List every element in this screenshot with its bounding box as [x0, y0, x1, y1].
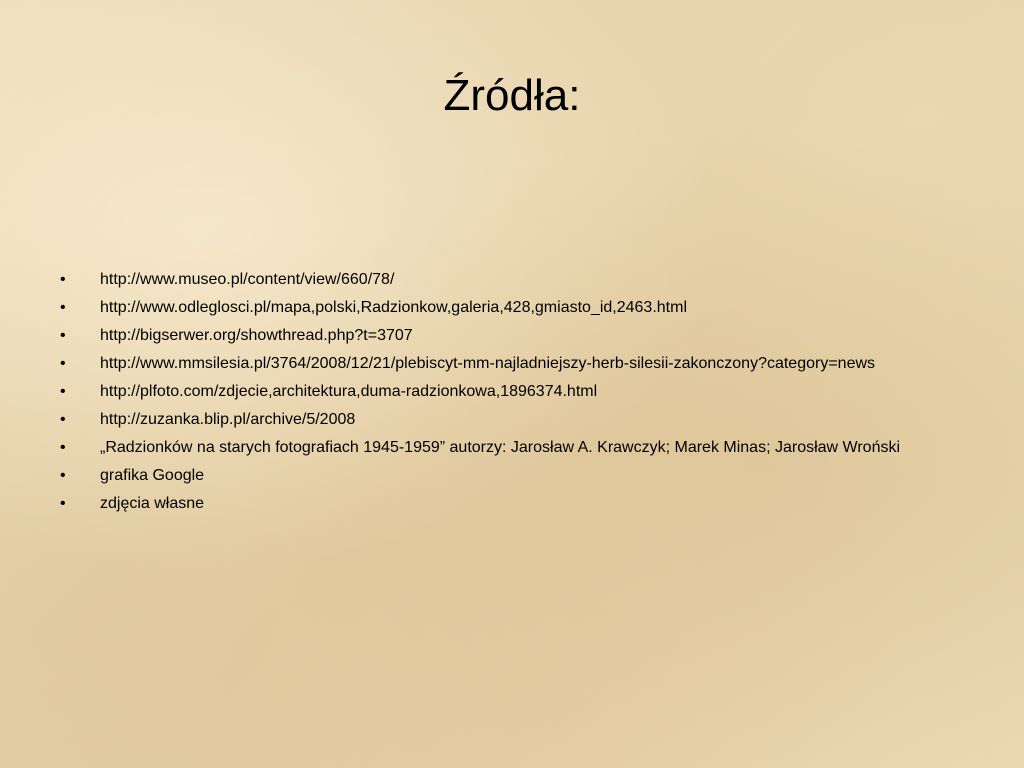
- list-item: [0, 380, 960, 404]
- bullet-icon: •: [60, 411, 66, 428]
- source-text: http://bigserwer.org/showthread.php?t=3707: [100, 327, 413, 344]
- source-text: http://www.mmsilesia.pl/3764/2008/12/21/plebiscyt-mm-najladniejszy-herb-silesii-zakonczony?category=news: [100, 355, 876, 372]
- source-text: „Radzionków na starych fotografiach 1945-1959” autorzy: Jarosław A. Krawczyk; Marek Minas; Jarosław Wroński: [100, 439, 901, 456]
- bullet-icon: •: [60, 299, 66, 316]
- bullet-icon: •: [60, 495, 66, 512]
- source-text: http://www.odleglosci.pl/mapa,polski,Radzionkow,galeria,428,gmiasto_id,2463.html: [100, 299, 687, 316]
- list-item: [0, 268, 960, 292]
- list-item: [0, 408, 960, 432]
- source-text: http://plfoto.com/zdjecie,architektura,duma-radzionkowa,1896374.html: [100, 383, 598, 400]
- bullet-icon: •: [60, 327, 66, 344]
- bullet-icon: •: [60, 271, 66, 288]
- bullet-icon: •: [60, 383, 66, 400]
- bullet-icon: •: [60, 467, 66, 484]
- list-item: [0, 296, 960, 320]
- bullet-icon: •: [60, 355, 66, 372]
- slide-title: Źródła:: [443, 71, 581, 120]
- list-item: [0, 436, 960, 460]
- list-item: [0, 352, 960, 376]
- list-item: [0, 464, 960, 488]
- bullet-icon: •: [60, 439, 66, 456]
- source-text: grafika Google: [100, 467, 205, 484]
- list-item: [0, 324, 960, 348]
- list-item: [0, 492, 960, 516]
- source-text: http://zuzanka.blip.pl/archive/5/2008: [100, 411, 356, 428]
- source-text: zdjęcia własne: [100, 495, 205, 512]
- source-text: http://www.museo.pl/content/view/660/78/: [100, 271, 395, 288]
- sources-list: [0, 268, 960, 520]
